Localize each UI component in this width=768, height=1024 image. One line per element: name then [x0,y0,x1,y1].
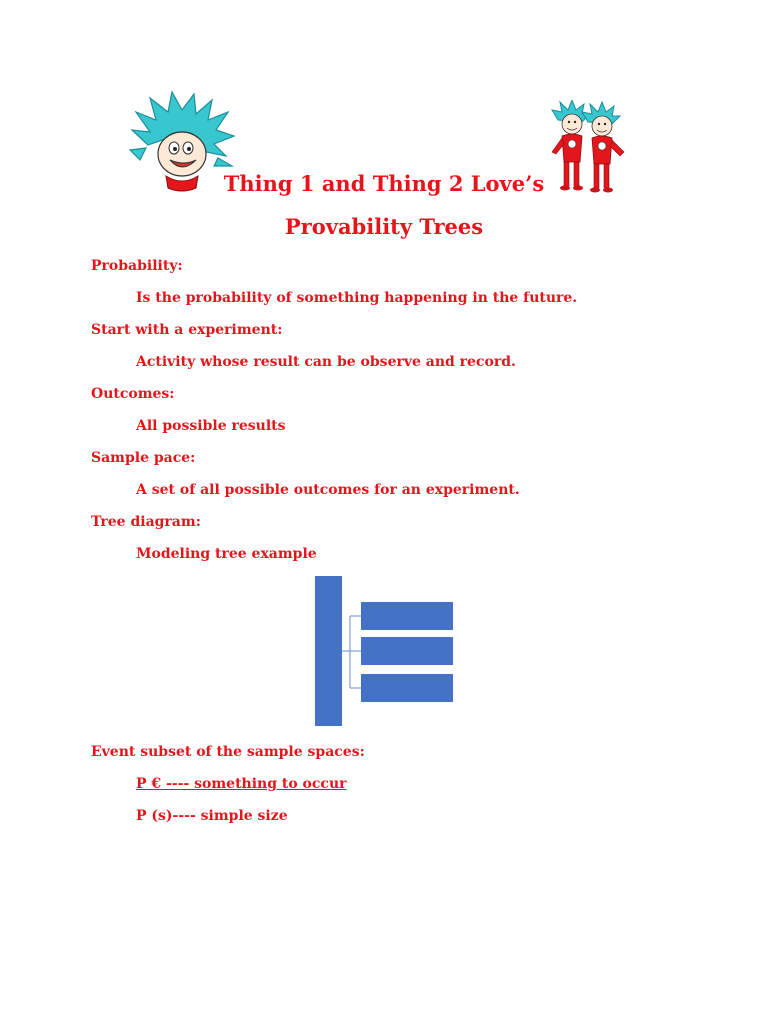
section-body-sample-space: A set of all possible outcomes for an experiment. [136,482,520,498]
section-heading-tree-diagram: Tree diagram: [91,514,201,530]
section-heading-experiment: Start with a experiment: [91,322,283,338]
section-body-probability: Is the probability of something happening in the future. [136,290,578,306]
section-body-outcomes: All possible results [136,418,286,434]
event-definition-line-1: P € ---- something to occur [136,776,347,792]
tree-branch-box-2 [361,637,453,665]
tree-branch-box-3 [361,674,453,702]
event-definition-line-2: P (s)---- simple size [136,808,288,824]
section-body-experiment: Activity whose result can be observe and record. [136,354,516,370]
tree-branch-box-1 [361,602,453,630]
document-title-line-2: Provability Trees [284,214,484,239]
section-body-tree-diagram: Modeling tree example [136,546,317,562]
section-heading-probability: Probability: [91,258,183,274]
tree-diagram [300,570,460,732]
section-heading-sample-space: Sample pace: [91,450,196,466]
tree-root-box [315,576,342,726]
event-heading: Event subset of the sample spaces: [91,744,365,760]
document-title-line-1: Thing 1 and Thing 2 Love’s [223,171,545,196]
section-heading-outcomes: Outcomes: [91,386,175,402]
